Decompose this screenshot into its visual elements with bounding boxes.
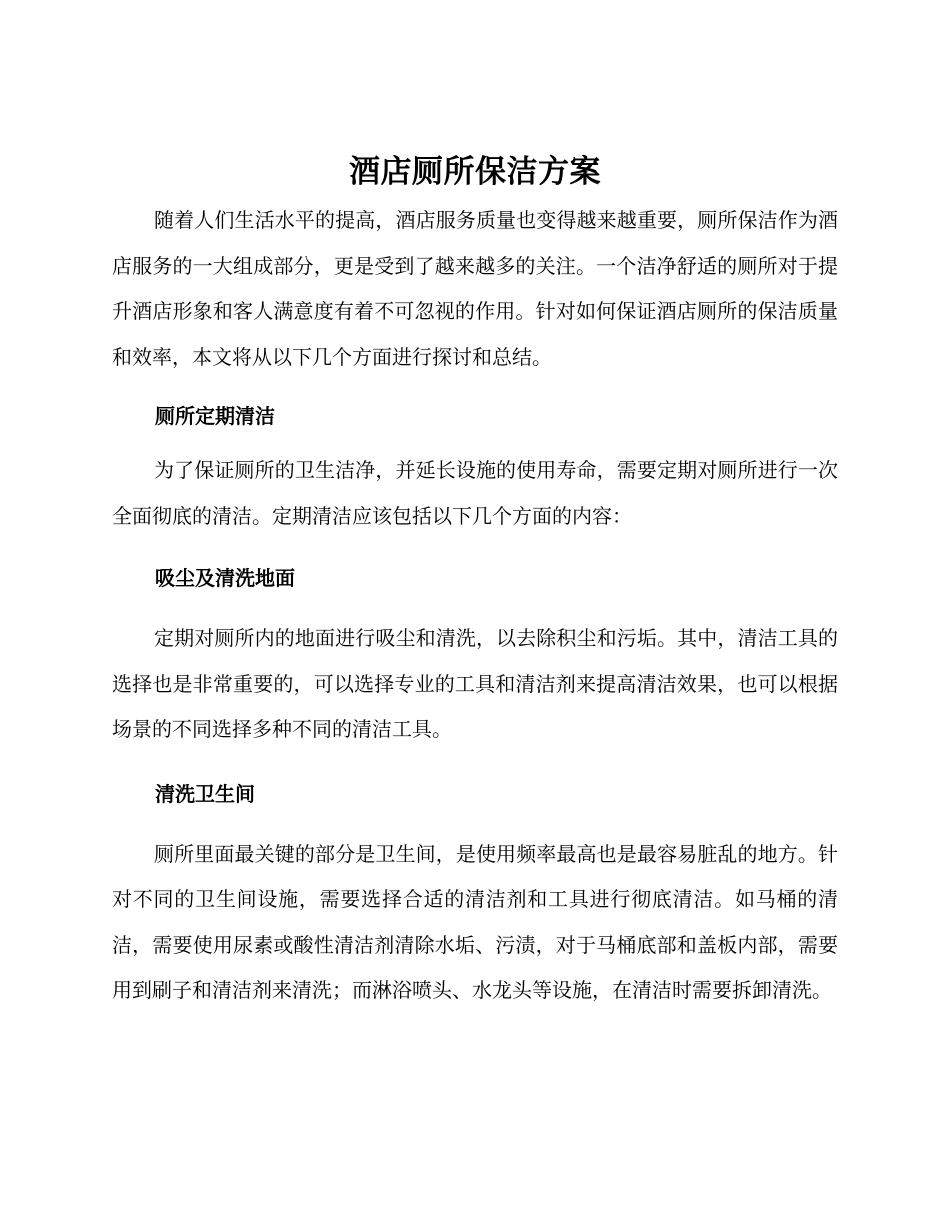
section-heading-regular-cleaning: 厕所定期清洁 [155,404,275,428]
section-heading-floor-cleaning: 吸尘及清洗地面 [155,566,295,590]
intro-paragraph: 随着人们生活水平的提高，酒店服务质量也变得越来越重要，厕所保洁作为酒店服务的一大组成部分，更是受到了越来越多的关注。一个洁净舒适的厕所对于提升酒店形象和客人满意度有着不可忽视的作用。针对如何保证酒店厕所的保洁质量和效率，本文将从以下几个方面进行探讨和总结。 [112,208,838,369]
section-heading-restroom-cleaning: 清洗卫生间 [155,781,255,806]
page-title: 酒店厕所保洁方案 [349,154,601,190]
section-body-restroom-cleaning: 厕所里面最关键的部分是卫生间，是使用频率最高也是最容易脏乱的地方。针对不同的卫生间设施，需要选择合适的清洁剂和工具进行彻底清洁。如马桶的清洁，需要使用尿素或酸性清洁剂清除水垢、污渍，对于马桶底部和盖板内部，需要用到刷子和清洁剂来清洗；而淋浴喷头、水龙头等设施，在清洁时需要拆卸清洗。 [112,841,838,1002]
section-body-regular-cleaning: 为了保证厕所的卫生洁净，并延长设施的使用寿命，需要定期对厕所进行一次全面彻底的清洁。定期清洁应该包括以下几个方面的内容： [112,458,838,528]
section-body-floor-cleaning: 定期对厕所内的地面进行吸尘和清洗，以去除积尘和污垢。其中，清洁工具的选择也是非常重要的，可以选择专业的工具和清洁剂来提高清洁效果，也可以根据场景的不同选择多种不同的清洁工具。 [112,626,838,741]
